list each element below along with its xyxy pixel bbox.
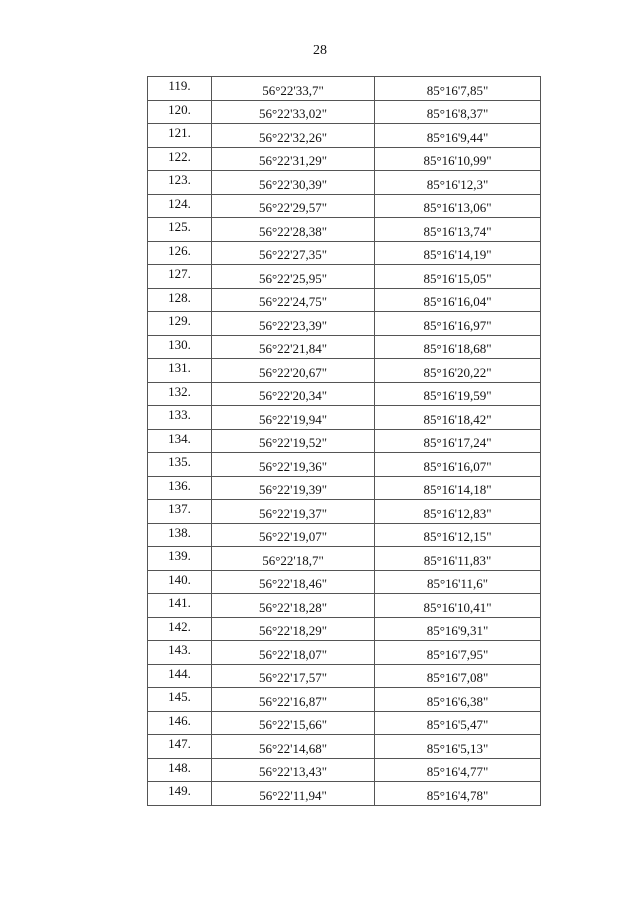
table-row: [148, 171, 541, 195]
longitude-cell: 85°16'9,31": [375, 617, 541, 641]
point-number-cell: 129.: [148, 312, 212, 336]
page-number: 28: [313, 43, 327, 58]
table-row: [148, 312, 541, 336]
longitude-cell: 85°16'7,08": [375, 664, 541, 688]
latitude-cell: 56°22'18,07": [212, 641, 375, 665]
latitude-cell: 56°22'30,39": [212, 171, 375, 195]
longitude-cell: 85°16'5,47": [375, 711, 541, 735]
table-row: [148, 782, 541, 806]
point-number-cell: 127.: [148, 265, 212, 289]
latitude-cell: 56°22'32,26": [212, 124, 375, 148]
table-row: [148, 735, 541, 759]
longitude-cell: 85°16'10,41": [375, 594, 541, 618]
table-row: [148, 429, 541, 453]
point-number-cell: 123.: [148, 171, 212, 195]
latitude-cell: 56°22'27,35": [212, 241, 375, 265]
point-number-cell: 141.: [148, 594, 212, 618]
point-number-cell: 139.: [148, 547, 212, 571]
table-row: [148, 711, 541, 735]
longitude-cell: 85°16'13,06": [375, 194, 541, 218]
longitude-cell: 85°16'8,37": [375, 100, 541, 124]
point-number-cell: 140.: [148, 570, 212, 594]
longitude-cell: 85°16'11,6": [375, 570, 541, 594]
latitude-cell: 56°22'28,38": [212, 218, 375, 242]
longitude-cell: 85°16'12,83": [375, 500, 541, 524]
latitude-cell: 56°22'25,95": [212, 265, 375, 289]
table-row: [148, 617, 541, 641]
latitude-cell: 56°22'29,57": [212, 194, 375, 218]
point-number-cell: 144.: [148, 664, 212, 688]
longitude-cell: 85°16'18,42": [375, 406, 541, 430]
longitude-cell: 85°16'20,22": [375, 359, 541, 383]
table-row: [148, 335, 541, 359]
latitude-cell: 56°22'24,75": [212, 288, 375, 312]
point-number-cell: 125.: [148, 218, 212, 242]
point-number-cell: 132.: [148, 382, 212, 406]
table-row: [148, 77, 541, 101]
latitude-cell: 56°22'15,66": [212, 711, 375, 735]
longitude-cell: 85°16'18,68": [375, 335, 541, 359]
latitude-cell: 56°22'21,84": [212, 335, 375, 359]
table-row: [148, 594, 541, 618]
point-number-cell: 131.: [148, 359, 212, 383]
longitude-cell: 85°16'16,97": [375, 312, 541, 336]
latitude-cell: 56°22'18,29": [212, 617, 375, 641]
latitude-cell: 56°22'18,46": [212, 570, 375, 594]
table-row: [148, 688, 541, 712]
point-number-cell: 119.: [148, 77, 212, 101]
table-row: [148, 100, 541, 124]
latitude-cell: 56°22'14,68": [212, 735, 375, 759]
latitude-cell: 56°22'11,94": [212, 782, 375, 806]
point-number-cell: 120.: [148, 100, 212, 124]
point-number-cell: 143.: [148, 641, 212, 665]
coordinates-table-body: [148, 77, 541, 806]
table-row: [148, 758, 541, 782]
longitude-cell: 85°16'10,99": [375, 147, 541, 171]
longitude-cell: 85°16'14,19": [375, 241, 541, 265]
longitude-cell: 85°16'12,15": [375, 523, 541, 547]
point-number-cell: 146.: [148, 711, 212, 735]
latitude-cell: 56°22'33,7": [212, 77, 375, 101]
point-number-cell: 122.: [148, 147, 212, 171]
latitude-cell: 56°22'23,39": [212, 312, 375, 336]
table-row: [148, 241, 541, 265]
latitude-cell: 56°22'33,02": [212, 100, 375, 124]
point-number-cell: 135.: [148, 453, 212, 477]
point-number-cell: 136.: [148, 476, 212, 500]
table-row: [148, 453, 541, 477]
table-row: [148, 288, 541, 312]
point-number-cell: 145.: [148, 688, 212, 712]
longitude-cell: 85°16'11,83": [375, 547, 541, 571]
longitude-cell: 85°16'5,13": [375, 735, 541, 759]
table-row: [148, 382, 541, 406]
longitude-cell: 85°16'12,3": [375, 171, 541, 195]
point-number-cell: 147.: [148, 735, 212, 759]
point-number-cell: 121.: [148, 124, 212, 148]
latitude-cell: 56°22'19,52": [212, 429, 375, 453]
point-number-cell: 137.: [148, 500, 212, 524]
longitude-cell: 85°16'6,38": [375, 688, 541, 712]
latitude-cell: 56°22'19,39": [212, 476, 375, 500]
latitude-cell: 56°22'19,94": [212, 406, 375, 430]
table-row: [148, 500, 541, 524]
latitude-cell: 56°22'17,57": [212, 664, 375, 688]
latitude-cell: 56°22'20,34": [212, 382, 375, 406]
longitude-cell: 85°16'15,05": [375, 265, 541, 289]
latitude-cell: 56°22'31,29": [212, 147, 375, 171]
longitude-cell: 85°16'14,18": [375, 476, 541, 500]
longitude-cell: 85°16'7,95": [375, 641, 541, 665]
table-row: [148, 406, 541, 430]
longitude-cell: 85°16'16,07": [375, 453, 541, 477]
latitude-cell: 56°22'16,87": [212, 688, 375, 712]
point-number-cell: 126.: [148, 241, 212, 265]
point-number-cell: 124.: [148, 194, 212, 218]
point-number-cell: 149.: [148, 782, 212, 806]
latitude-cell: 56°22'13,43": [212, 758, 375, 782]
table-row: [148, 570, 541, 594]
longitude-cell: 85°16'17,24": [375, 429, 541, 453]
table-row: [148, 265, 541, 289]
latitude-cell: 56°22'18,7": [212, 547, 375, 571]
point-number-cell: 148.: [148, 758, 212, 782]
longitude-cell: 85°16'16,04": [375, 288, 541, 312]
latitude-cell: 56°22'19,37": [212, 500, 375, 524]
latitude-cell: 56°22'20,67": [212, 359, 375, 383]
longitude-cell: 85°16'13,74": [375, 218, 541, 242]
table-row: [148, 124, 541, 148]
table-row: [148, 476, 541, 500]
point-number-cell: 138.: [148, 523, 212, 547]
point-number-cell: 142.: [148, 617, 212, 641]
longitude-cell: 85°16'7,85": [375, 77, 541, 101]
table-row: [148, 664, 541, 688]
latitude-cell: 56°22'18,28": [212, 594, 375, 618]
point-number-cell: 133.: [148, 406, 212, 430]
table-row: [148, 547, 541, 571]
longitude-cell: 85°16'19,59": [375, 382, 541, 406]
point-number-cell: 128.: [148, 288, 212, 312]
latitude-cell: 56°22'19,36": [212, 453, 375, 477]
point-number-cell: 134.: [148, 429, 212, 453]
table-row: [148, 359, 541, 383]
longitude-cell: 85°16'4,77": [375, 758, 541, 782]
point-number-cell: 130.: [148, 335, 212, 359]
latitude-cell: 56°22'19,07": [212, 523, 375, 547]
table-row: [148, 194, 541, 218]
table-row: [148, 641, 541, 665]
table-row: [148, 523, 541, 547]
longitude-cell: 85°16'9,44": [375, 124, 541, 148]
table-row: [148, 147, 541, 171]
longitude-cell: 85°16'4,78": [375, 782, 541, 806]
coordinates-table: [147, 76, 541, 806]
table-row: [148, 218, 541, 242]
